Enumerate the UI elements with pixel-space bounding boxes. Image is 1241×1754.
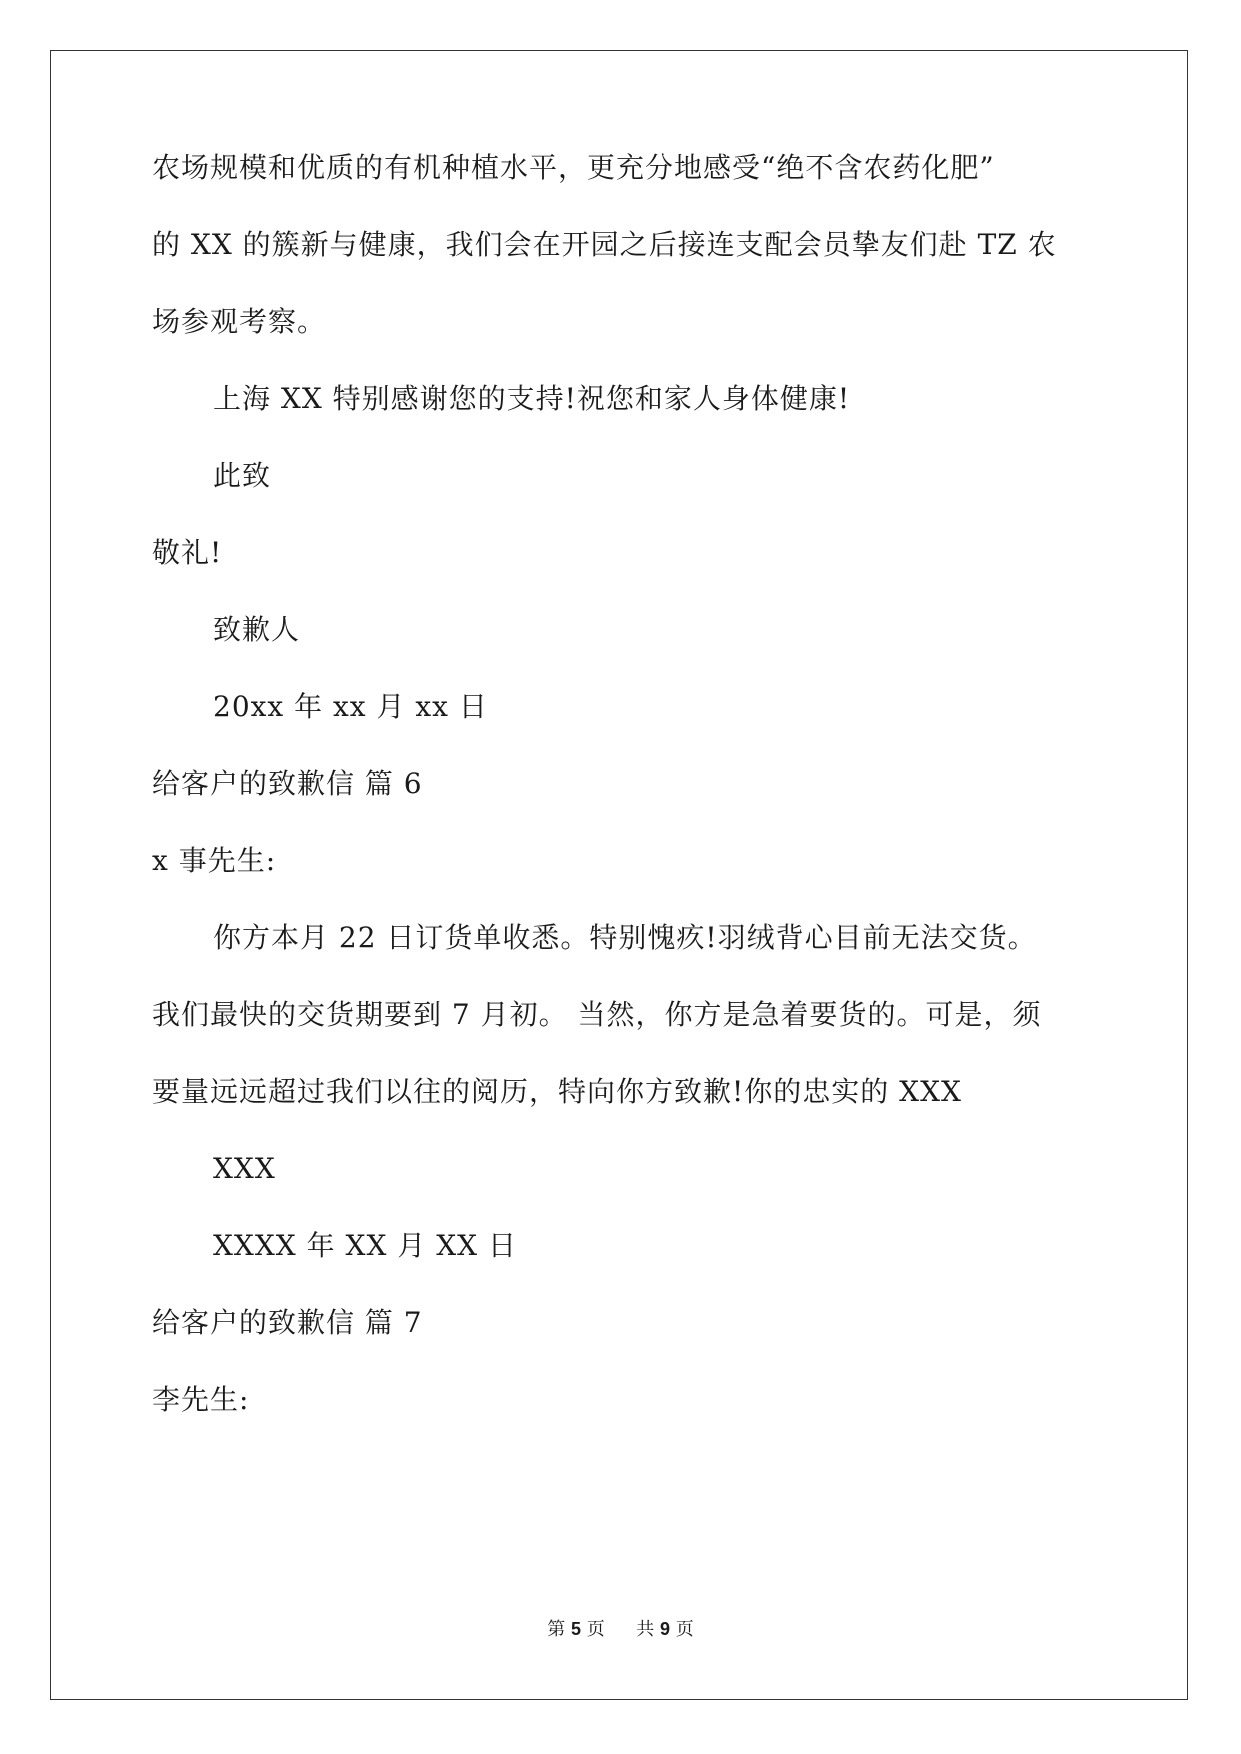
section-heading: 给客户的致歉信 篇 7 <box>152 1306 423 1339</box>
signature-date: 20xx 年 xx 月 xx 日 <box>213 690 488 723</box>
greeting: 李先生: <box>152 1383 250 1416</box>
body-line: 农场规模和优质的有机种植水平，更充分地感受“绝不含农药化肥” <box>152 151 995 184</box>
page-number: 5 <box>571 1619 582 1639</box>
total-prefix: 共 <box>636 1619 655 1640</box>
body-line: 你方本月 22 日订货单收悉。特别愧疚!羽绒背心目前无法交货。 <box>213 921 1037 954</box>
signature-date: XXXX 年 XX 月 XX 日 <box>213 1229 517 1262</box>
section-heading: 给客户的致歉信 篇 6 <box>152 767 423 800</box>
greeting: x 事先生: <box>152 844 277 877</box>
page-prefix: 第 <box>547 1619 566 1640</box>
signature-name: XXX <box>213 1152 276 1185</box>
page-suffix: 页 <box>586 1619 605 1640</box>
body-line: 上海 XX 特别感谢您的支持!祝您和家人身体健康! <box>213 382 851 415</box>
closing-salutation: 此致 <box>213 459 272 492</box>
body-line: 场参观考察。 <box>152 305 327 338</box>
total-suffix: 页 <box>675 1619 694 1640</box>
signature-label: 致歉人 <box>213 613 301 646</box>
body-line: 我们最快的交货期要到 7 月初。 当然，你方是急着要货的。可是，须 <box>152 998 1042 1031</box>
closing-regards: 敬礼! <box>152 536 223 569</box>
body-line: 的 XX 的簇新与健康，我们会在开园之后接连支配会员挚友们赴 TZ 农 <box>152 228 1057 261</box>
body-line: 要量远远超过我们以往的阅历，特向你方致歉!你的忠实的 XXX <box>152 1075 962 1108</box>
page-footer <box>0 1615 1241 1641</box>
total-pages: 9 <box>659 1619 670 1639</box>
